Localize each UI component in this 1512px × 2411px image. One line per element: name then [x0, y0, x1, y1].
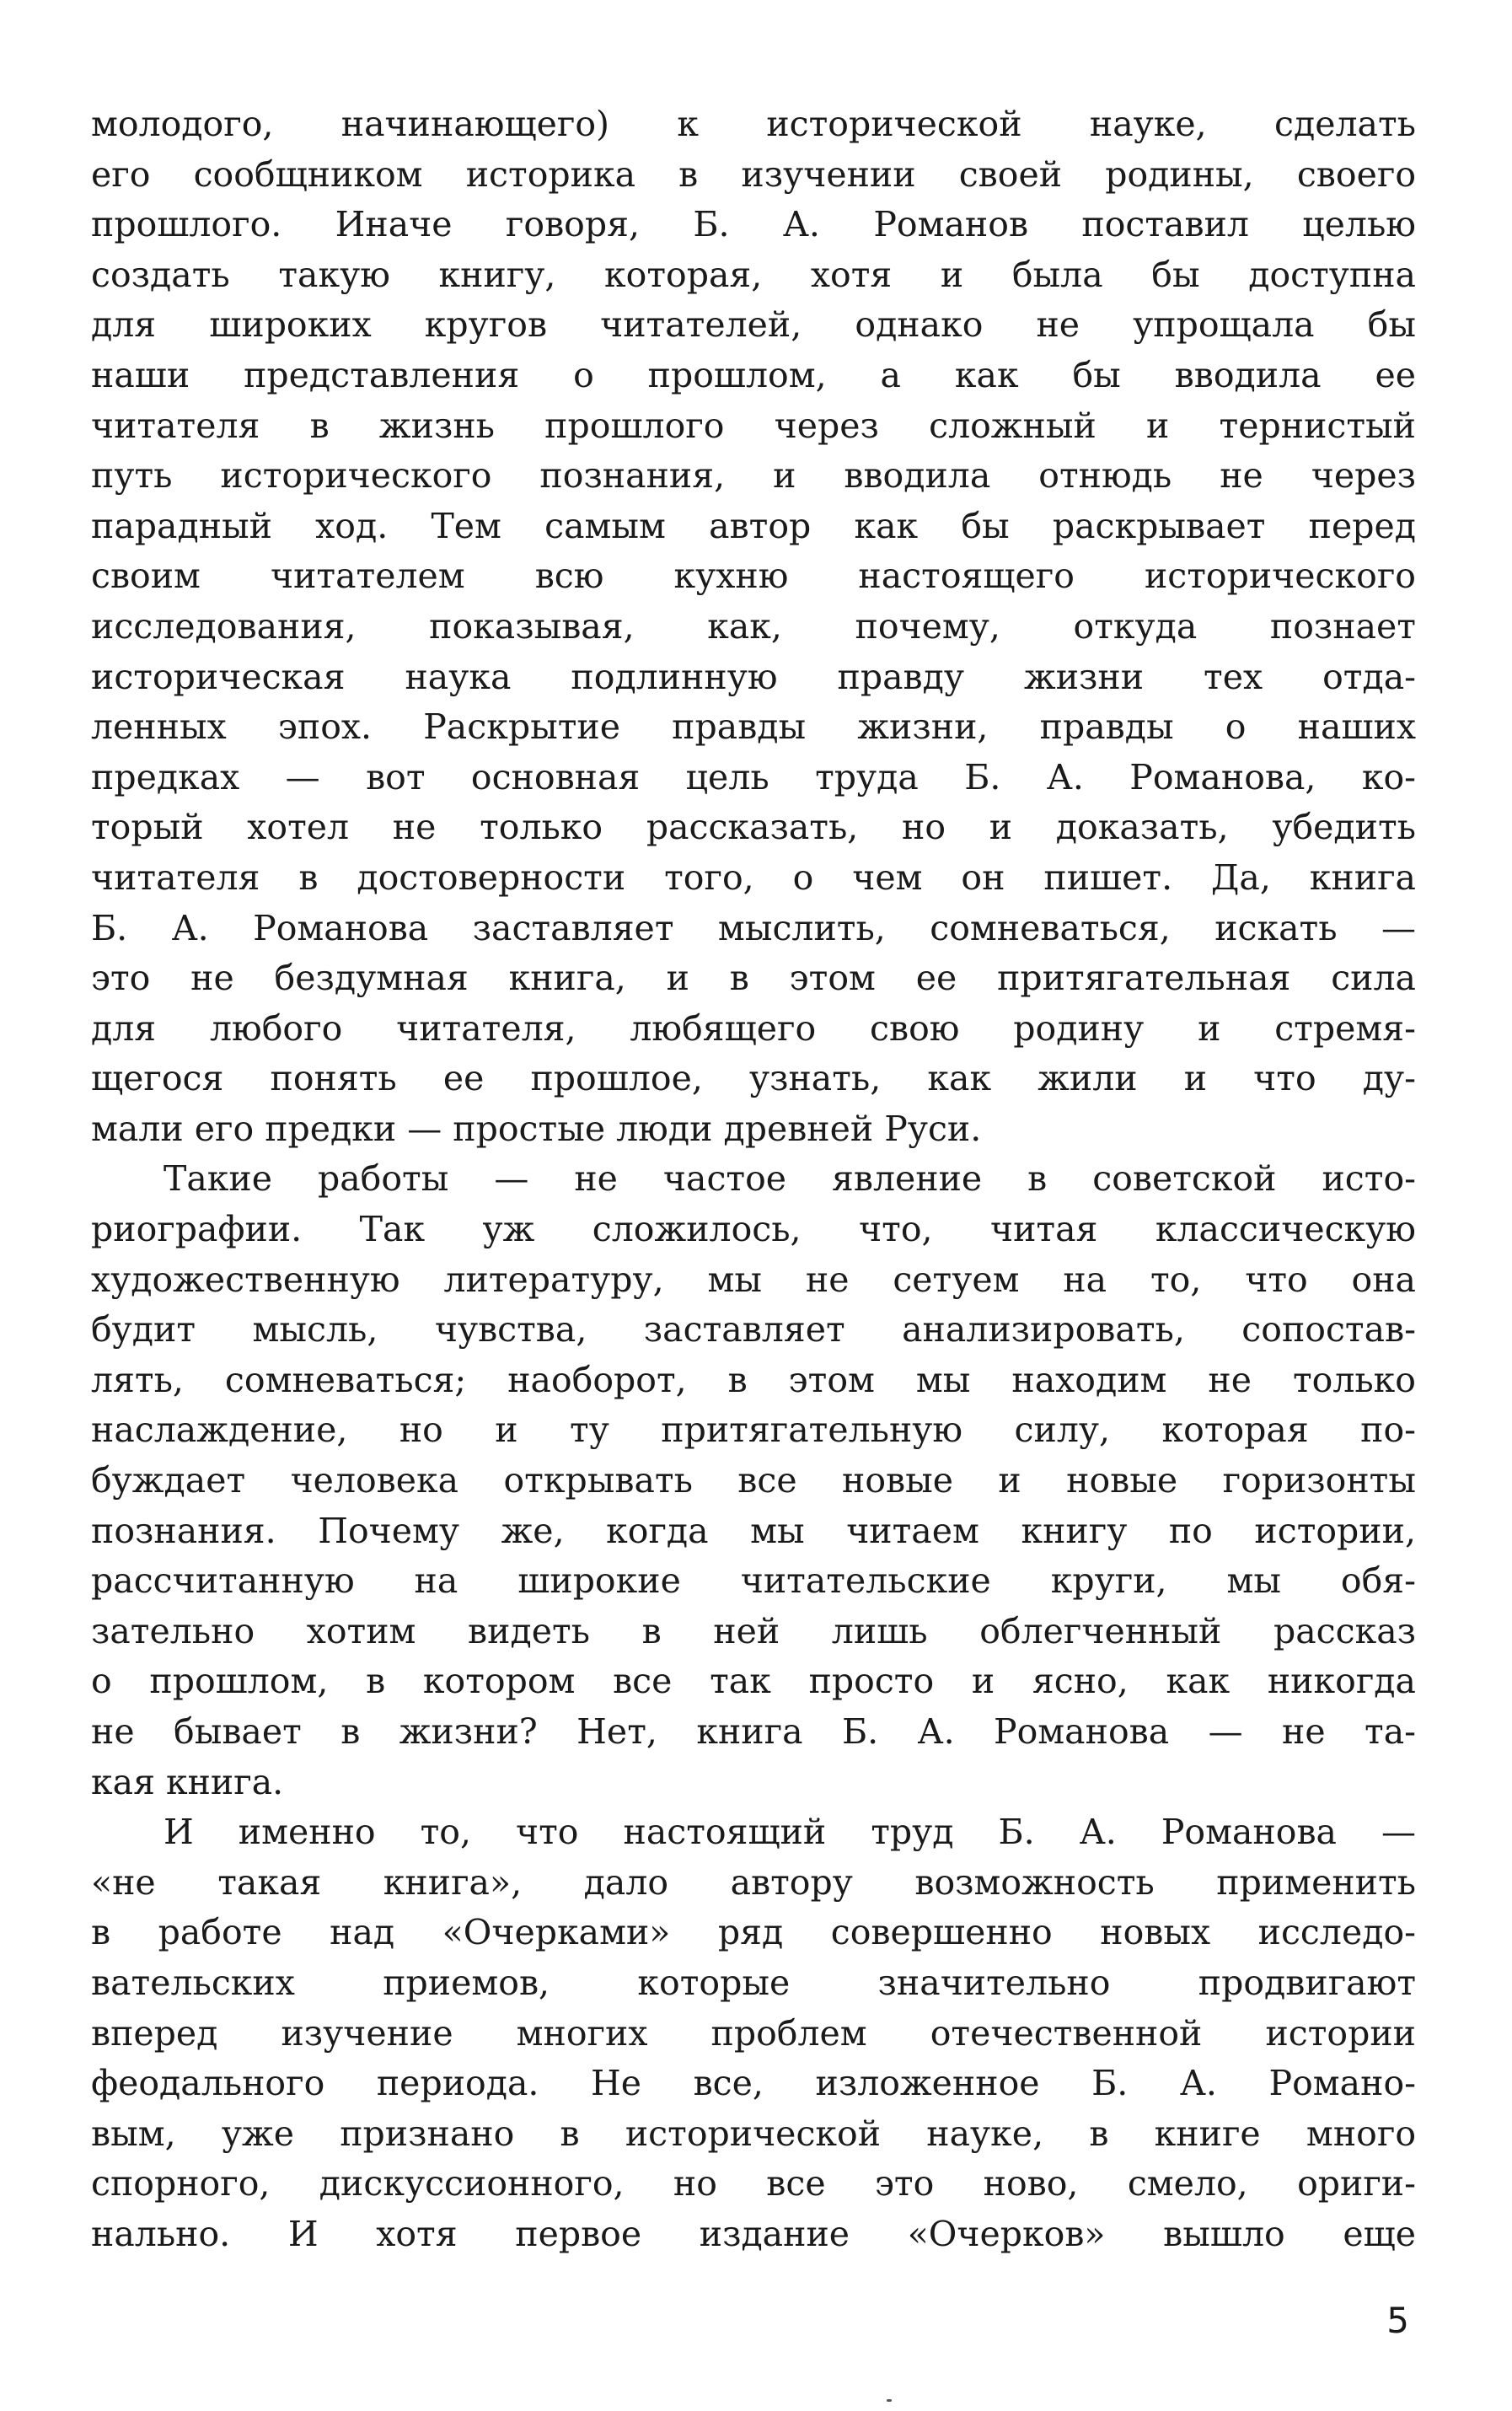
text-line: молодого, начинающего) к исторической науке, сделать [91, 104, 1416, 144]
print-speck [887, 2399, 892, 2402]
text-line: торый хотел не только рассказать, но и доказать, убедить [91, 807, 1416, 848]
text-line: парадный ход. Тем самым автор как бы раскрывает перед [91, 505, 1416, 546]
text-line: лять, сомневаться; наоборот, в этом мы находим не только [91, 1359, 1416, 1400]
text-line: историческая наука подлинную правду жизни тех отда- [91, 656, 1416, 697]
paragraph [91, 99, 1416, 1154]
text-line: рассчитанную на широкие читательские круги, мы обя- [91, 1560, 1416, 1602]
text-line: о прошлом, в котором все так просто и ясно, как никогда [91, 1661, 1416, 1702]
text-line: буждает человека открывать все новые и новые горизонты [91, 1460, 1416, 1501]
text-line: своим читателем всю кухню настоящего исторического [91, 556, 1416, 597]
text-line: зательно хотим видеть в ней лишь облегченный рассказ [91, 1610, 1416, 1651]
text-line: нально. И хотя первое издание «Очерков» вышло еще [91, 2213, 1416, 2254]
text-line: «не такая книга», дало автору возможность применить [91, 1861, 1416, 1903]
text-line: вым, уже признано в исторической науке, в книге много [91, 2113, 1416, 2154]
text-line: для широких кругов читателей, однако не упрощала бы [91, 304, 1416, 346]
body-text [91, 99, 1416, 2260]
text-line: прошлого. Иначе говоря, Б. А. Романов поставил целью [91, 204, 1416, 245]
text-line: не бывает в жизни? Нет, книга Б. А. Романова — не та- [91, 1711, 1416, 1752]
text-line: будит мысль, чувства, заставляет анализировать, сопостав- [91, 1309, 1416, 1350]
text-line: путь исторического познания, и вводила отнюдь не через [91, 455, 1416, 497]
text-line: наши представления о прошлом, а как бы вводила ее [91, 354, 1416, 395]
text-line: кая книга. [91, 1761, 284, 1802]
text-line: мали его предки — простые люди древней Руси. [91, 1108, 982, 1149]
page-number: 5 [1386, 2300, 1409, 2341]
text-line: щегося понять ее прошлое, узнать, как жили и что ду- [91, 1058, 1416, 1099]
text-line: это не бездумная книга, и в этом ее притягательная сила [91, 958, 1416, 999]
text-line: его сообщником историка в изучении своей родины, своего [91, 153, 1416, 195]
text-line: для любого читателя, любящего свою родину и стремя- [91, 1007, 1416, 1049]
text-line: исследования, показывая, как, почему, откуда познает [91, 605, 1416, 647]
text-line: спорного, дискуссионного, но все это ново, смело, ориги- [91, 2163, 1416, 2204]
text-line: познания. Почему же, когда мы читаем книгу по истории, [91, 1510, 1416, 1551]
paragraph [91, 1807, 1416, 2259]
paragraph [91, 1154, 1416, 1807]
text-line: феодального периода. Не все, изложенное Б. А. Романо- [91, 2063, 1416, 2104]
text-line: риографии. Так уж сложилось, что, читая классическую [91, 1209, 1416, 1250]
text-line: И именно то, что настоящий труд Б. А. Романова — [164, 1812, 1416, 1853]
text-line: в работе над «Очерками» ряд совершенно новых исследо- [91, 1912, 1416, 1953]
text-line: создать такую книгу, которая, хотя и была бы доступна [91, 254, 1416, 295]
text-line: художественную литературу, мы не сетуем на то, что она [91, 1259, 1416, 1300]
text-line: читателя в достоверности того, о чем он пишет. Да, книга [91, 856, 1416, 898]
text-line: читателя в жизнь прошлого через сложный и тернистый [91, 405, 1416, 446]
text-line: предках — вот основная цель труда Б. А. Романова, ко- [91, 756, 1416, 797]
text-line: Такие работы — не частое явление в советской исто- [164, 1158, 1416, 1200]
text-line: ленных эпох. Раскрытие правды жизни, правды о наших [91, 706, 1416, 748]
text-line: вательских приемов, которые значительно продвигают [91, 1962, 1416, 2003]
text-line: Б. А. Романова заставляет мыслить, сомневаться, искать — [91, 907, 1416, 948]
text-line: наслаждение, но и ту притягательную силу, которая по- [91, 1410, 1416, 1451]
text-line: вперед изучение многих проблем отечественной истории [91, 2012, 1416, 2054]
